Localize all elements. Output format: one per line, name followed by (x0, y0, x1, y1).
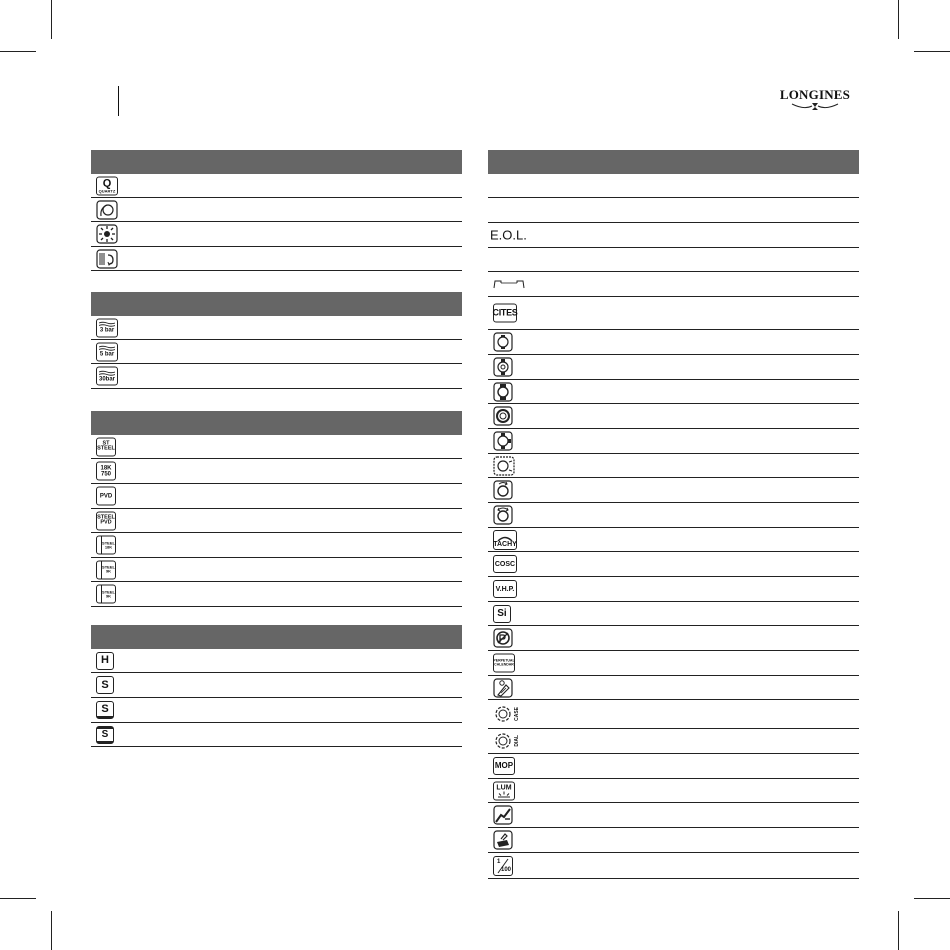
tachymeter-icon (493, 530, 517, 550)
hardened-glass-icon (96, 652, 114, 670)
legend-row (488, 700, 859, 729)
crop-mark (0, 51, 36, 52)
perpetual-line2: CALENDAR (494, 662, 514, 666)
material-line1: 18K (100, 465, 112, 471)
tachy-text: TACHY (493, 540, 517, 548)
mop-text: MOP (494, 761, 514, 770)
sapphire-glass-icon (96, 676, 114, 694)
water-label: 3 bar (99, 327, 115, 334)
fraction-numerator: 1 (497, 858, 501, 865)
antimagnetic-icon (493, 628, 513, 648)
legend-row (91, 435, 462, 459)
quartz-letter: Q (102, 177, 112, 189)
section-header (488, 150, 859, 174)
section-header (91, 292, 462, 316)
material-line2: 18K (104, 544, 113, 549)
legend-row (488, 223, 859, 248)
silicon-text: Si (497, 607, 507, 619)
bicolor-material-icon (96, 536, 116, 555)
unidirectional-bezel-icon (493, 480, 513, 500)
legend-row (488, 380, 859, 404)
crop-mark (898, 911, 899, 950)
brand-logo (772, 88, 858, 112)
legend-row (488, 729, 859, 754)
material-line1: STEEL (102, 564, 115, 570)
legend-row (91, 558, 462, 582)
quartz-icon (96, 176, 118, 195)
legend-row (488, 404, 859, 429)
automatic-rotor-icon (96, 200, 118, 220)
material-line2: 9K (105, 593, 112, 598)
legend-row (91, 174, 462, 198)
legend-row (488, 297, 859, 330)
water-label: 5 bar (99, 351, 115, 358)
bracelet-clasp-icon (493, 279, 525, 289)
legend-row (488, 577, 859, 602)
quartz-word: QUARTZ (98, 188, 116, 193)
glass-letter: S (101, 678, 109, 691)
cites-text: CITES (492, 307, 518, 318)
water-label: 30bar (98, 376, 115, 382)
glass-section (91, 625, 462, 747)
vhp-text: V.H.P. (495, 585, 515, 593)
legend-row (488, 174, 859, 198)
crop-mark (0, 898, 36, 899)
crop-mark (898, 0, 899, 39)
hand-finishing-icon (493, 805, 513, 825)
crop-mark (914, 898, 950, 899)
materials-section (91, 411, 462, 607)
legend-row (91, 533, 462, 558)
logo-text: LONGINES (779, 87, 851, 102)
glass-letter: S (101, 702, 109, 715)
perpetual-line1: PERPETUAL (493, 658, 515, 663)
legend-row (91, 459, 462, 484)
legend-row (488, 803, 859, 828)
cites-icon (493, 304, 517, 323)
material-line1: PVD (99, 493, 113, 499)
bidirectional-bezel-icon (493, 505, 513, 525)
fraction-timer-icon (493, 856, 513, 876)
material-line1: STEEL (102, 540, 115, 545)
legend-row (488, 503, 859, 528)
legend-row (91, 582, 462, 607)
legend-row (488, 779, 859, 803)
water-resistance-icon (96, 367, 118, 386)
legend-row (488, 853, 859, 879)
cosc-text: COSC (494, 560, 516, 568)
material-line2: 9K (105, 568, 112, 574)
crop-mark (51, 0, 52, 39)
movement-section (91, 150, 462, 271)
mother-of-pearl-icon (493, 757, 515, 775)
legend-row (488, 198, 859, 223)
legend-row (488, 429, 859, 454)
case-shape-icon (493, 382, 513, 402)
strap-icon (493, 678, 513, 698)
water-resistance-icon (96, 318, 118, 337)
legend-row (488, 754, 859, 779)
legend-row (488, 272, 859, 297)
vhp-icon (493, 580, 517, 598)
sapphire-double-coated-icon (96, 726, 114, 744)
luminescent-icon (493, 781, 515, 800)
material-line1: STEEL (97, 514, 115, 520)
legend-row (91, 247, 462, 271)
case-shape-icon (493, 357, 513, 377)
material-icon (96, 511, 116, 530)
section-header (91, 411, 462, 435)
case-gem-set-icon (493, 704, 520, 724)
legend-row (488, 248, 859, 272)
legend-row (488, 355, 859, 380)
eol-text: E.O.L. (490, 227, 527, 243)
legend-row (91, 198, 462, 222)
material-icon (96, 487, 116, 506)
fraction-denominator: 100 (500, 866, 511, 873)
manual-winding-icon (96, 249, 118, 269)
perpetual-calendar-icon (493, 654, 515, 673)
page-fold-line (118, 86, 119, 116)
glass-letter: H (101, 654, 109, 666)
material-icon (96, 437, 116, 456)
legend-row (91, 673, 462, 698)
legend-row (91, 509, 462, 533)
material-line2: STEEL (97, 445, 115, 452)
silicon-icon (493, 605, 511, 623)
legend-row (91, 340, 462, 364)
sapphire-coated-icon (96, 701, 114, 719)
legend-row (488, 552, 859, 577)
legend-row (488, 651, 859, 676)
legend-row (488, 676, 859, 700)
bicolor-material-icon (96, 560, 116, 579)
legend-row (488, 478, 859, 503)
chronometer-icon (493, 555, 517, 573)
legend-row (91, 364, 462, 389)
winged-hourglass-icon (790, 102, 840, 111)
screw-down-crown-icon (493, 431, 513, 451)
legend-row (488, 828, 859, 853)
legend-row (91, 698, 462, 723)
case-shape-icon (493, 332, 513, 352)
dial-label: DIAL (514, 735, 520, 747)
bicolor-material-icon (96, 585, 116, 604)
legend-row (488, 454, 859, 478)
material-line1: STEEL (102, 589, 115, 594)
eol-icon (490, 228, 527, 243)
legend-row (488, 330, 859, 355)
crop-mark (51, 911, 52, 950)
legend-row (91, 484, 462, 509)
material-line1: ST (102, 440, 110, 446)
engraving-icon (493, 830, 513, 850)
section-header (91, 150, 462, 174)
lum-text: LUM (496, 784, 512, 791)
water-resistance-section (91, 292, 462, 389)
legend-row (91, 723, 462, 747)
rotating-bezel-icon (493, 406, 513, 426)
section-header (91, 625, 462, 649)
legend-row (91, 222, 462, 247)
material-line2: 750 (100, 471, 111, 477)
legend-row (488, 602, 859, 626)
legend-row (91, 649, 462, 673)
legend-row (488, 528, 859, 552)
features-section (488, 150, 859, 879)
legend-row (91, 316, 462, 340)
dial-gem-set-icon (493, 731, 520, 751)
material-icon (96, 462, 116, 481)
legend-row (488, 626, 859, 651)
crop-mark (914, 51, 950, 52)
water-resistance-icon (96, 342, 118, 361)
case-label: CASE (514, 707, 520, 721)
glass-letter: S (101, 728, 109, 740)
sun-burst-icon (96, 224, 118, 244)
pushers-icon (493, 456, 515, 476)
material-line2: PVD (100, 519, 112, 526)
